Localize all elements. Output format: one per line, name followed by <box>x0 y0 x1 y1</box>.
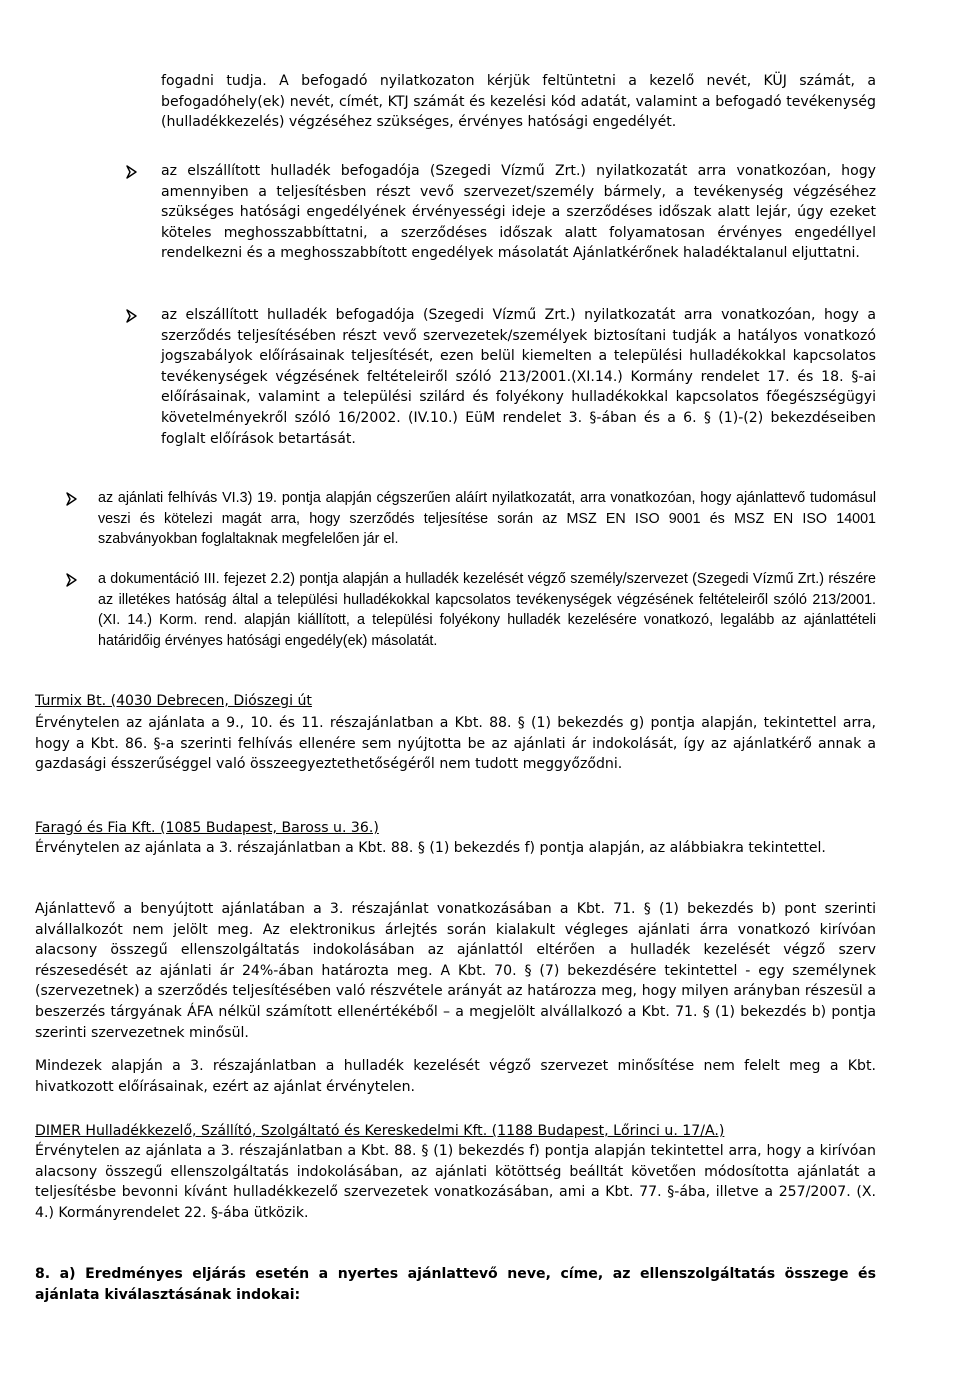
intro-paragraph: fogadni tudja. A befogadó nyilatkozaton kérjük feltüntetni a kezelő nevét, KÜJ számát, a befogadóhely(ek) nevét, címét, KTJ számát és kezelési kód adatát, valamint a befogadó tevékenység (hulladékkezelés) végzéséhez szükséges, érvényes hatósági engedélyét. <box>161 73 876 131</box>
farago-paragraph-2: Ajánlattevő a benyújtott ajánlatában a 3. részajánlat vonatkozásában a Kbt. 71. § (1) bekezdés b) pont szerinti alvállalkozót nem jelölt meg. Az elektronikus árlejtés során kialakult végleges ajánlati árra vonatkozó kirívóan alacsony összegű ellenszolgáltatás indokolásában az ajánlattól eltérően a hulladék kezelését végző szerv részesedését az ajánlati ár 24%-ában határozta meg. A Kbt. 70. § (7) bekezdésére tekintettel - egy személynek (szervezetnek) a szerződés teljesítésében való részvétele arányát az határozza meg, hogy milyen arányban részesül a beszerzés tárgyának ÁFA nélkül számított ellenértékéből – a megjelölt alvállalkozó a Kbt. 71. § (1) bekezdés b) pontja szerinti szervezetnek minősül. <box>35 901 876 1041</box>
turmix-paragraph: Érvénytelen az ajánlata a 9., 10. és 11. részajánlatban a Kbt. 88. § (1) bekezdés g) pontja alapján, tekintettel arra, hogy a Kbt. 86. §-a szerinti felhívás ellenére sem nyújtotta be az ajánlati ár indokolását, így az ajánlatkérő annak a gazdasági ésszerűséggel való összeegyeztethetőségéről nem tudott meggyőződni. <box>35 715 876 773</box>
bullet-iso-nyilatkozat: az ajánlati felhívás VI.3) 19. pontja alapján cégszerűen aláírt nyilatkozatát, arra vonatkozóan, hogy ajánlattevő tudomásul veszi és kötelezi magát arra, hogy szerződés teljesítése során az MSZ EN ISO 9001 és MSZ EN ISO 14001 szabványokban foglaltaknak megfelelően jár el. <box>98 490 876 548</box>
bullet-befogado-jogszabalyok: az elszállított hulladék befogadója (Szegedi Vízmű Zrt.) nyilatkozatát arra vonatkozóan, hogy a szerződés teljesítésében részt vevő szervezetek/személyek biztosítani tudják a hatályos vonatkozó jogszabályok előírásainak teljesítését, ezen belül kiemelten a települési hulladékokkal kapcsolatos tevékenységek végzésének feltételeiről szóló 213/2001.(XI.14.) Kormány rendelet 17. és 18. §-ai előírásainak, valamint a települési szilárd és folyékony hulladékokkal kapcsolatos főegészségügyi követelményekről szóló 16/2002. (IV.10.) EüM rendelet 3. §-ában és a 6. § (1)-(2) bekezdéseiben foglalt előírások betartását. <box>161 307 876 447</box>
dimer-heading: DIMER Hulladékkezelő, Szállító, Szolgáltató és Kereskedelmi Kft. (1188 Budapest, Lőrinci u. 17/A.) <box>35 1123 725 1139</box>
section-8-heading: 8. a) Eredményes eljárás esetén a nyertes ajánlattevő neve, címe, az ellenszolgáltatás összege és ajánlata kiválasztásának indokai: <box>35 1266 876 1303</box>
farago-paragraph-1: Érvénytelen az ajánlata a 3. részajánlatban a Kbt. 88. § (1) bekezdés f) pontja alapján, az alábbiakra tekintettel. <box>35 840 826 856</box>
arrow-bullet-icon <box>124 165 138 179</box>
farago-paragraph-3: Mindezek alapján a 3. részajánlatban a hulladék kezelését végző szervezet minősítése nem felelt meg a Kbt. hivatkozott előírásainak, ezért az ajánlat érvénytelen. <box>35 1058 876 1095</box>
arrow-bullet-icon <box>64 573 78 587</box>
arrow-bullet-icon <box>124 309 138 323</box>
bullet-hatosagi-engedely: a dokumentáció III. fejezet 2.2) pontja alapján a hulladék kezelését végző személy/szervezet (Szegedi Vízmű Zrt.) részére az illetékes hatóság által a települési hulladékokkal kapcsolatos tevékenységek végzésének feltételeiről szóló 213/2001. (XI. 14.) Korm. rend. alapján kiállított, a települési folyékony hulladék kezelésére vonatkozó, legalább az ajánlattételi határidőig érvényes hatósági engedély(ek) másolatát. <box>98 571 876 649</box>
bullet-befogado-ervenyesseg: az elszállított hulladék befogadója (Szegedi Vízmű Zrt.) nyilatkozatát arra vonatkozóan, hogy amennyiben a teljesítésben részt vevő szervezet/személy bármely, a tevékenység végzéséhez szükséges hatósági engedélyének érvényességi ideje a szerződéses időszak alatt lejár, úgy ezeket köteles meghosszabbíttatni, a szerződéses időszak alatt folyamatosan érvényes engedéllyel rendelkezni és a meghosszabbított engedélyek másolatát Ajánlatkérőnek haladéktalanul eljuttatni. <box>161 163 876 262</box>
arrow-bullet-icon <box>64 492 78 506</box>
turmix-heading: Turmix Bt. (4030 Debrecen, Diószegi út <box>35 693 312 709</box>
farago-heading: Faragó és Fia Kft. (1085 Budapest, Baross u. 36.) <box>35 820 379 836</box>
dimer-paragraph: Érvénytelen az ajánlata a 3. részajánlatban a Kbt. 88. § (1) bekezdés f) pontja alapján tekintettel arra, hogy a kirívóan alacsony összegű ellenszolgáltatás indokolásában, az ajánlati kötöttség beálltát követően módosította ajánlatát a teljesítésbe bevonni kívánt hulladékkezelő szervezetek vonatkozásában, ami a Kbt. 77. §-ába, illetve a 257/2007. (X. 4.) Kormányrendelet 22. §-ába ütközik. <box>35 1143 876 1221</box>
